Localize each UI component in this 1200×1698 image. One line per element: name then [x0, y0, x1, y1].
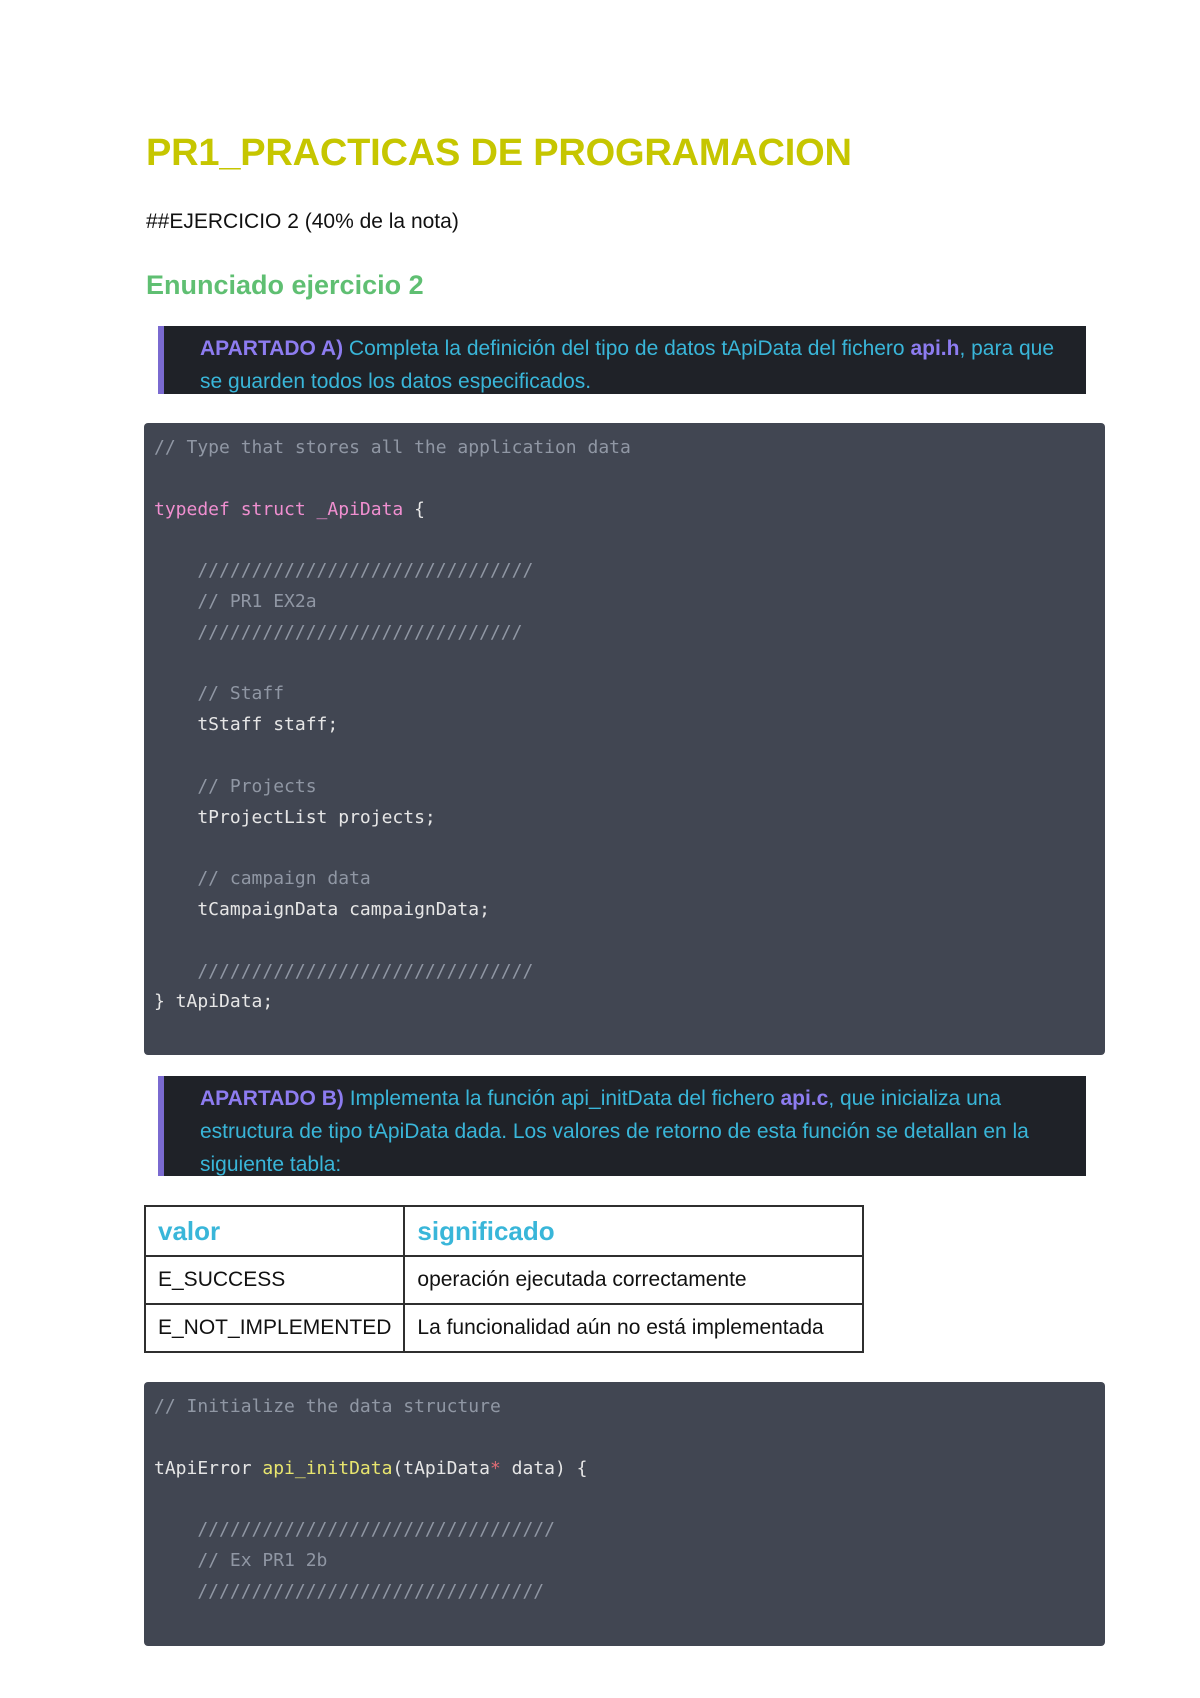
code-line	[154, 803, 1095, 834]
code-line	[154, 618, 1095, 649]
code-line	[154, 495, 1095, 526]
code-token: tCampaignData campaignData;	[154, 898, 490, 920]
code-line	[154, 1454, 1095, 1485]
code-line	[154, 1577, 1095, 1608]
code-token: // Projects	[154, 775, 317, 797]
table-cell-significado: La funcionalidad aún no está implementada	[404, 1304, 863, 1352]
code-token: // Initialize the data structure	[154, 1396, 501, 1417]
return-values-table	[144, 1205, 864, 1353]
exercise-subheading: ##EJERCICIO 2 (40% de la nota)	[146, 210, 459, 233]
table-row	[145, 1256, 863, 1304]
code-token: // PR1 EX2a	[154, 590, 317, 612]
code-token: // Staff	[154, 683, 285, 705]
apartado-a-text-2: , para que se guarden todos los datos especificados.	[200, 337, 1055, 393]
code-line	[154, 957, 1095, 988]
table-header-row	[145, 1206, 863, 1256]
code-token: // campaign data	[154, 868, 371, 890]
code-line	[154, 833, 1095, 864]
header-valor: valor	[145, 1206, 404, 1256]
code-token: *	[489, 1457, 501, 1479]
code-line	[154, 556, 1095, 587]
apartado-a-callout	[158, 326, 1086, 394]
code-token: ////////////////////////////////	[154, 1580, 545, 1602]
section-heading: Enunciado ejercicio 2	[146, 270, 424, 300]
document-title: PR1_PRACTICAS DE PROGRAMACION	[146, 132, 852, 174]
code-line	[154, 1423, 1095, 1454]
code-line	[154, 772, 1095, 803]
code-token: api_initData	[262, 1457, 393, 1479]
apartado-b-file: api.c	[780, 1087, 829, 1110]
code-token: // Ex PR1 2b	[154, 1549, 328, 1571]
code-line	[154, 525, 1095, 556]
code-token: ///////////////////////////////	[154, 560, 534, 582]
apartado-b-callout	[158, 1076, 1086, 1176]
code-line	[154, 1484, 1095, 1515]
table-cell-significado: operación ejecutada correctamente	[404, 1256, 863, 1304]
apartado-a-label: APARTADO A)	[200, 337, 344, 360]
code-token: //////////////////////////////	[154, 621, 523, 643]
code-line	[154, 741, 1095, 772]
code-token: tProjectList projects;	[154, 806, 436, 828]
apartado-a-file: api.h	[910, 337, 960, 360]
code-block-initdata	[144, 1382, 1105, 1646]
apartado-a-text-1: Completa la definición del tipo de datos tApiData del fichero	[343, 337, 911, 360]
code-token: } tApiData;	[154, 991, 274, 1013]
code-line	[154, 864, 1095, 895]
code-token: tStaff staff;	[154, 714, 339, 736]
table-cell-valor: E_SUCCESS	[145, 1256, 404, 1304]
table-row	[145, 1304, 863, 1352]
code-line	[154, 1515, 1095, 1546]
code-block-apidata	[144, 423, 1105, 1055]
code-token: (tApiData	[392, 1457, 490, 1479]
code-line	[154, 433, 1095, 464]
code-line	[154, 895, 1095, 926]
code-line	[154, 649, 1095, 680]
code-token: tApiError	[154, 1457, 263, 1479]
code-token: {	[403, 498, 425, 520]
apartado-b-text-2: , que inicializa una estructura de tipo tApiData dada. Los valores de retorno de esta función se detallan en la siguiente tabla:	[200, 1087, 1029, 1176]
code-token: ///////////////////////////////	[154, 960, 534, 982]
code-line	[154, 926, 1095, 957]
apartado-b-label: APARTADO B)	[200, 1087, 344, 1110]
code-line	[154, 679, 1095, 710]
code-line	[154, 464, 1095, 495]
code-line	[154, 587, 1095, 618]
table-cell-valor: E_NOT_IMPLEMENTED	[145, 1304, 404, 1352]
code-line	[154, 987, 1095, 1018]
code-token: typedef struct _ApiData	[154, 498, 404, 520]
code-token: /////////////////////////////////	[154, 1519, 555, 1541]
code-line	[154, 1546, 1095, 1577]
code-line	[154, 710, 1095, 741]
code-token: // Type that stores all the application data	[154, 437, 631, 458]
apartado-b-text-1: Implementa la función api_initData del fichero	[343, 1087, 781, 1110]
code-token: data) {	[500, 1457, 588, 1479]
header-significado: significado	[404, 1206, 863, 1256]
code-line	[154, 1392, 1095, 1423]
